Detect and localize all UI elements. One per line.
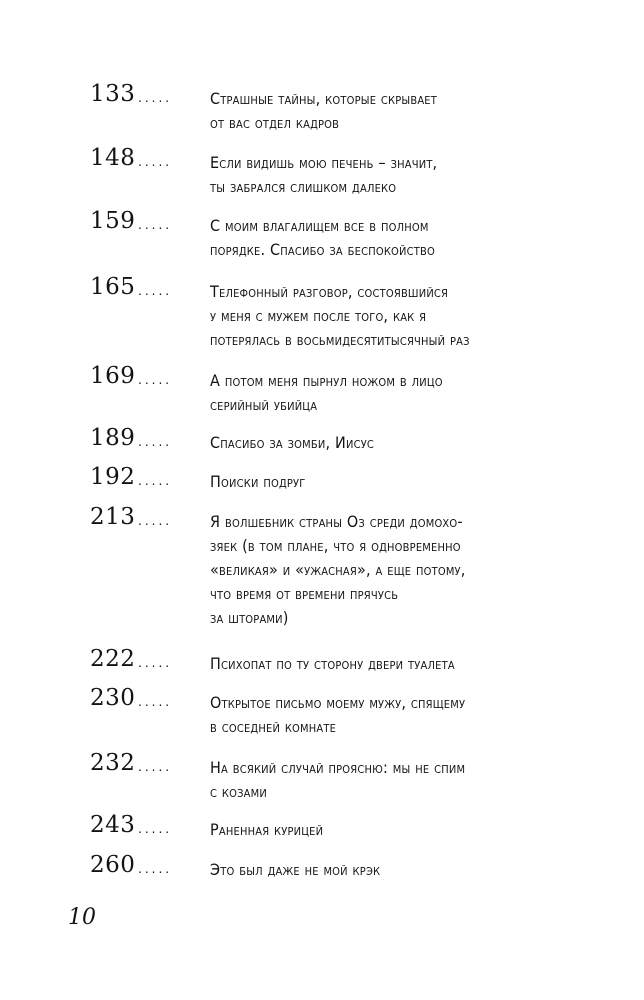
entry-leader-dots: ..... xyxy=(138,822,173,836)
entry-page-number: 169 xyxy=(90,363,136,389)
entry-title xyxy=(210,280,590,352)
entry-title-line: в соседней комнате xyxy=(210,717,337,736)
entry-title xyxy=(210,214,590,262)
entry-title-line: Это был даже не мой крэк xyxy=(210,860,381,879)
entry-title-line: Психопат по ту сторону двери туалета xyxy=(210,654,455,673)
entry-leader-dots: ..... xyxy=(138,656,173,670)
entry-leader-dots: ..... xyxy=(138,155,173,169)
entry-title xyxy=(210,858,590,882)
entry-title-line: Если видишь мою печень – значит, xyxy=(210,153,438,172)
entry-page-number: 192 xyxy=(90,464,136,490)
entry-title xyxy=(210,652,590,676)
entry-leader-dots: ..... xyxy=(138,695,173,709)
entry-title-line: «великая» и «ужасная», а еще потому, xyxy=(210,560,466,579)
entry-title xyxy=(210,510,590,630)
entry-leader-dots: ..... xyxy=(138,514,173,528)
entry-title-line: потерялась в восьмидесятитысячный раз xyxy=(210,330,470,349)
entry-title-line: Страшные тайны, которые скрывает xyxy=(210,89,438,108)
entry-leader-dots: ..... xyxy=(138,373,173,387)
entry-title xyxy=(210,431,590,455)
entry-title-line: А потом меня пырнул ножом в лицо xyxy=(210,371,443,390)
entry-title-line: с козами xyxy=(210,782,267,801)
entry-leader-dots: ..... xyxy=(138,284,173,298)
entry-title-line: Раненная курицей xyxy=(210,820,324,839)
entry-page-number: 148 xyxy=(90,145,136,171)
entry-leader-dots: ..... xyxy=(138,862,173,876)
entry-title-line: Открытое письмо моему мужу, спящему xyxy=(210,693,466,712)
entry-title xyxy=(210,756,590,804)
entry-page-number: 243 xyxy=(90,812,136,838)
entry-title-line: Поиски подруг xyxy=(210,472,306,491)
entry-page-number: 222 xyxy=(90,646,136,672)
entry-page-number: 159 xyxy=(90,208,136,234)
entry-title-line: На всякий случай проясню: мы не спим xyxy=(210,758,466,777)
entry-title-line: от вас отдел кадров xyxy=(210,113,340,132)
entry-page-number: 260 xyxy=(90,852,136,878)
entry-title-line: Спасибо за зомби, Иисус xyxy=(210,433,375,452)
entry-page-number: 165 xyxy=(90,274,136,300)
entry-title xyxy=(210,151,590,199)
entry-title-line: С моим влагалищем все в полном xyxy=(210,216,429,235)
entry-title-line: серийный убийца xyxy=(210,395,318,414)
entry-leader-dots: ..... xyxy=(138,91,173,105)
entry-leader-dots: ..... xyxy=(138,435,173,449)
entry-title-line: Я волшебник страны Оз среди домохо- xyxy=(210,512,463,531)
entry-title xyxy=(210,87,590,135)
entry-title-line: порядке. Спасибо за беспокойство xyxy=(210,240,435,259)
entry-title xyxy=(210,818,590,842)
entry-page-number: 213 xyxy=(90,504,136,530)
entry-title-line: что время от времени прячусь xyxy=(210,584,399,603)
entry-page-number: 133 xyxy=(90,81,136,107)
entry-page-number: 230 xyxy=(90,685,136,711)
entry-title xyxy=(210,691,590,739)
page-number: 10 xyxy=(68,905,96,930)
entry-page-number: 189 xyxy=(90,425,136,451)
entry-title-line: у меня с мужем после того, как я xyxy=(210,306,427,325)
entry-title xyxy=(210,470,590,494)
entry-page-number: 232 xyxy=(90,750,136,776)
entry-leader-dots: ..... xyxy=(138,474,173,488)
entry-title xyxy=(210,369,590,417)
entry-leader-dots: ..... xyxy=(138,218,173,232)
entry-title-line: Телефонный разговор, состоявшийся xyxy=(210,282,449,301)
entry-title-line: за шторами) xyxy=(210,608,289,627)
entry-title-line: ты забрался слишком далеко xyxy=(210,177,397,196)
entry-title-line: зяек (в том плане, что я одновременно xyxy=(210,536,461,555)
entry-leader-dots: ..... xyxy=(138,760,173,774)
